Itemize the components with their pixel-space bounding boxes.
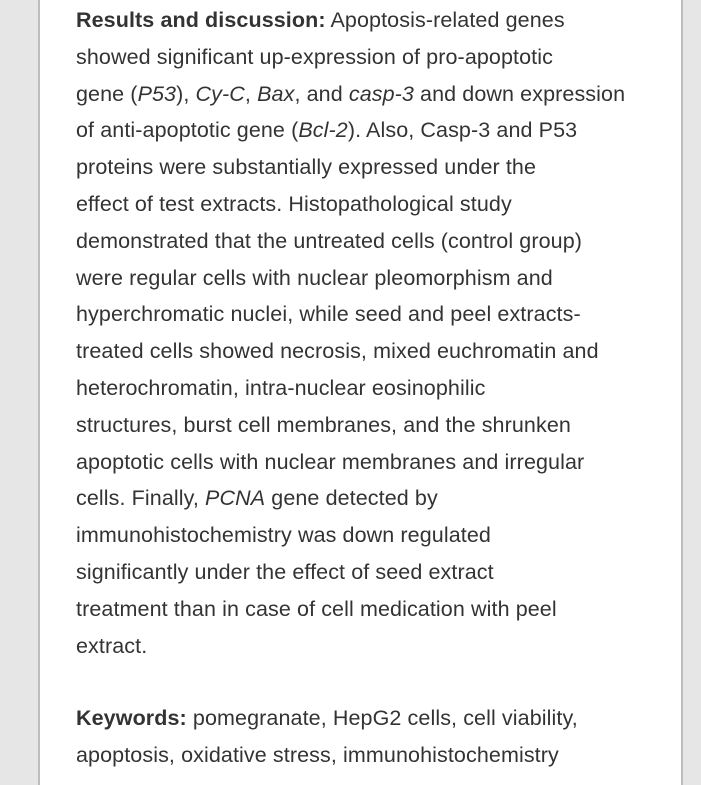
results-line xyxy=(76,112,666,149)
results-line-1-text xyxy=(326,8,565,32)
results-line xyxy=(76,517,666,554)
keywords-line xyxy=(76,737,666,774)
results-line xyxy=(76,407,666,444)
text-run: showed significant up-expression of pro-apoptotic xyxy=(76,44,553,69)
results-line xyxy=(76,333,666,370)
italic-term: Cy-C xyxy=(195,81,245,106)
text-run: demonstrated that the untreated cells (control group) xyxy=(76,228,583,253)
keywords-label: Keywords: xyxy=(76,706,187,731)
text-run: gene ( xyxy=(76,81,138,106)
keywords-paragraph xyxy=(76,700,666,774)
italic-term: P53 xyxy=(137,81,177,106)
text-run: treatment than in case of cell medication with peel xyxy=(76,596,557,621)
results-line-1 xyxy=(76,2,666,39)
text-run: Apoptosis-related genes xyxy=(325,8,565,32)
text-run: treated cells showed necrosis, mixed euchromatin and xyxy=(76,339,599,364)
text-run: proteins were substantially expressed under the xyxy=(76,155,537,180)
results-line xyxy=(76,591,666,628)
text-run: gene detected by xyxy=(265,486,438,511)
results-line xyxy=(76,628,666,665)
italic-term: PCNA xyxy=(205,486,266,511)
text-run: apoptosis, oxidative stress, immunohistochemistry xyxy=(76,743,559,768)
document-page xyxy=(38,0,683,785)
text-run: , and xyxy=(294,81,349,106)
text-run: were regular cells with nuclear pleomorphism and xyxy=(76,265,553,290)
results-line xyxy=(76,370,666,407)
results-line xyxy=(76,260,666,297)
text-run: ), xyxy=(176,81,196,106)
text-run: significantly under the effect of seed extract xyxy=(76,559,494,584)
italic-term: Bcl-2 xyxy=(298,118,348,143)
text-run: and down expression xyxy=(413,81,626,106)
results-line xyxy=(76,554,666,591)
text-run: pomegranate, HepG2 cells, cell viability, xyxy=(186,706,578,731)
text-run: structures, burst cell membranes, and the shrunken xyxy=(76,412,571,437)
results-line xyxy=(76,186,666,223)
text-run: effect of test extracts. Histopathological study xyxy=(76,191,512,216)
results-line xyxy=(76,480,666,517)
results-label: Results and discussion: xyxy=(76,8,326,32)
text-run: extract. xyxy=(76,633,148,658)
results-line xyxy=(76,149,666,186)
results-line xyxy=(76,39,666,76)
results-line xyxy=(76,76,666,113)
text-run: , xyxy=(244,81,258,106)
results-paragraph xyxy=(76,2,666,664)
italic-term: Bax xyxy=(257,81,295,106)
text-run: heterochromatin, intra-nuclear eosinophilic xyxy=(76,375,486,400)
text-run: immunohistochemistry was down regulated xyxy=(76,523,491,548)
results-line xyxy=(76,223,666,260)
keywords-line-1 xyxy=(76,700,666,737)
italic-term: casp-3 xyxy=(348,81,414,106)
keywords-line-1-text xyxy=(187,706,578,730)
text-run: hyperchromatic nuclei, while seed and peel extracts- xyxy=(76,302,581,327)
text-run: ). Also, Casp-3 and P53 xyxy=(347,118,578,143)
text-run: of anti-apoptotic gene ( xyxy=(76,118,299,143)
text-run: cells. Finally, xyxy=(76,486,206,511)
text-run: apoptotic cells with nuclear membranes and irregular xyxy=(76,449,585,474)
results-line xyxy=(76,296,666,333)
abstract-content xyxy=(76,2,666,774)
results-line xyxy=(76,444,666,481)
